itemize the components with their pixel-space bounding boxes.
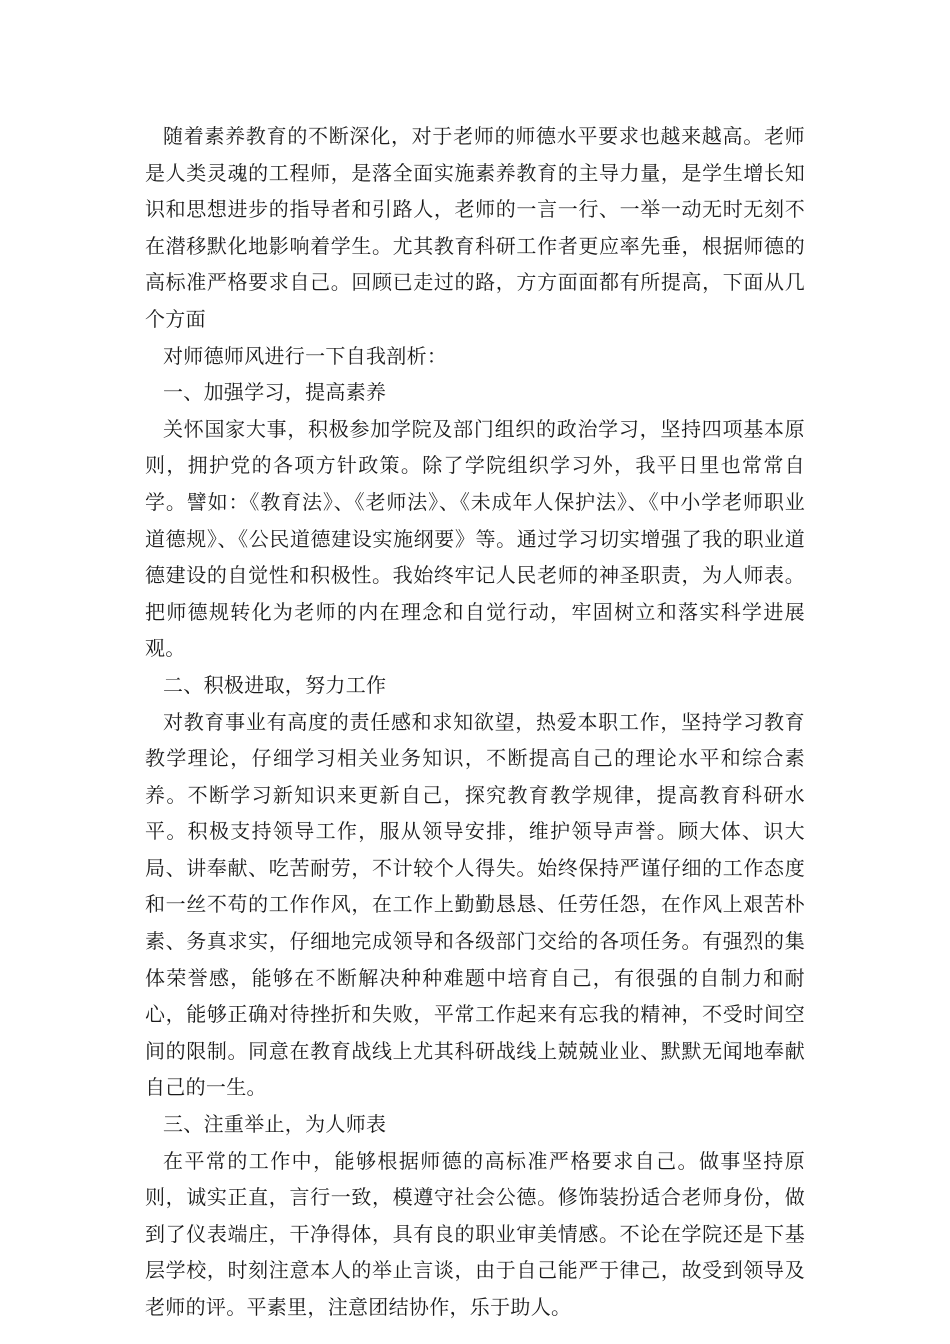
section-2-paragraph: 对教育事业有高度的责任感和求知欲望，热爱本职工作，坚持学习教育教学理论，仔细学习相关业务知识，不断提高自己的理论水平和综合素养。不断学习新知识来更新自己，探究教育教学规律，提高教育科研水平。积极支持领导工作，服从领导安排，维护领导声誉。顾大体、识大局、讲奉献、吃苦耐劳，不计较个人得失。始终保持严谨仔细的工作态度和一丝不苟的工作作风，在工作上勤勤恳恳、任劳任怨，在作风上艰苦朴素、务真求实，仔细地完成领导和各级部门交给的各项任务。有强烈的集体荣誉感，能够在不断解决种种难题中培育自己，有很强的自制力和耐心，能够正确对待挫折和失败，平常工作起来有忘我的精神，不受时间空间的限制。同意在教育战线上尤其科研战线上兢兢业业、默默无闻地奉献自己的一生。 [145,709,805,1100]
section-heading-2: 二、积极进取，努力工作 [163,672,387,697]
intro-continuation: 对师德师风进行一下自我剖析： [163,343,448,368]
section-3-paragraph: 在平常的工作中，能够根据师德的高标准严格要求自己。做事坚持原则，诚实正直，言行一致，模遵守社会公德。修饰装扮适合老师身份，做到了仪表端庄，干净得体，具有良的职业审美情感。不论在学院还是下基层学校，时刻注意本人的举止言谈，由于自己能严于律己，故受到领导及老师的评。平素里，注意团结协作，乐于助人。 [145,1148,805,1319]
section-heading-1: 一、加强学习，提高素养 [163,380,387,405]
document-body [145,118,805,1326]
intro-paragraph: 随着素养教育的不断深化，对于老师的师德水平要求也越来越高。老师是人类灵魂的工程师，是落全面实施素养教育的主导力量，是学生增长知识和思想进步的指导者和引路人，老师的一言一行、一举一动无时无刻不在潜移默化地影响着学生。尤其教育科研工作者更应率先垂，根据师德的高标准严格要求自己。回顾已走过的路，方方面面都有所提高，下面从几个方面 [145,124,805,331]
section-heading-3: 三、注重举止，为人师表 [163,1112,387,1137]
section-1-paragraph: 关怀国家大事，积极参加学院及部门组织的政治学习，坚持四项基本原则，拥护党的各项方针政策。除了学院组织学习外，我平日里也常常自学。譬如：《教育法》、《老师法》、《未成年人保护法》、《中小学老师职业道德规》、《公民道德建设实施纲要》等。通过学习切实增强了我的职业道德建设的自觉性和积极性。我始终牢记人民老师的神圣职责，为人师表。把师德规转化为老师的内在理念和自觉行动，牢固树立和落实科学进展观。 [145,416,805,661]
